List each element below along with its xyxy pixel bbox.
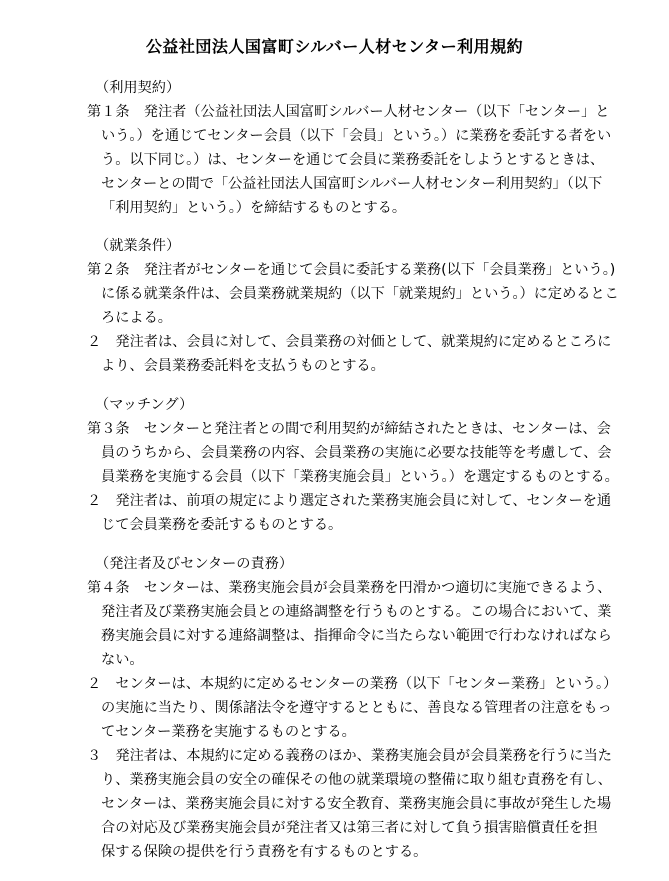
section-heading: （利用契約） — [95, 80, 181, 96]
paragraph-line: ２ 発注者は、会員に対して、会員業務の対価として、就業規約に定めるところに — [87, 334, 612, 350]
paragraph-line: り、業務実施会員の安全の確保その他の就業環境の整備に取り組む責務を有し、 — [101, 772, 612, 788]
paragraph-line: より、会員業務委託料を支払うものとする。 — [101, 358, 385, 374]
article-line: いう。）を通じてセンター会員（以下「会員」という。）に業務を委託する者をい — [101, 128, 612, 144]
section-heading: （発注者及びセンターの責務） — [95, 556, 294, 572]
paragraph-line: てセンター業務を実施するものとする。 — [101, 724, 356, 740]
article-line: う。以下同じ。）は、センターを通じて会員に業務委託をしようとするときは、 — [101, 152, 605, 168]
section-heading: （就業条件） — [95, 238, 181, 254]
section-heading: （マッチング） — [95, 397, 194, 413]
paragraph-line: 合の対応及び業務実施会員が発注者又は第三者に対して負う損害賠償責任を担 — [101, 820, 598, 836]
paragraph-line: じて会員業務を委託するものとする。 — [101, 517, 343, 533]
article-line: 員業務を実施する会員（以下「業務実施会員」という。）を選定するものとする。 — [101, 469, 619, 485]
article-line: ない。 — [101, 652, 144, 668]
article-line: 第１条 発注者（公益社団法人国富町シルバー人材センター（以下「センター」と — [87, 104, 610, 120]
paragraph-line: の実施に当たり、関係諸法令を遵守するとともに、善良なる管理者の注意をもっ — [101, 700, 612, 716]
article-line: 発注者及び業務実施会員との連絡調整を行うものとする。この場合において、業 — [101, 604, 612, 620]
article-line: 第３条 センターと発注者との間で利用契約が締結されたときは、センターは、会 — [87, 421, 611, 437]
paragraph-line: ２ センターは、本規約に定めるセンターの業務（以下「センター業務」という。） — [87, 676, 618, 692]
paragraph-line: センターは、業務実施会員に対する安全教育、業務実施会員に事故が発生した場 — [101, 796, 612, 812]
article-line: 員のうちから、会員業務の内容、会員業務の実施に必要な技能等を考慮して、会 — [101, 445, 612, 461]
article-line: 第２条 発注者がセンターを通じて会員に委託する業務(以下「会員業務」という。) — [87, 262, 616, 278]
article-line: センターとの間で「公益社団法人国富町シルバー人材センター利用契約」（以下 — [101, 176, 603, 192]
paragraph-line: ２ 発注者は、前項の規定により選定された業務実施会員に対して、センターを通 — [87, 493, 612, 509]
article-line: 「利用契約」という。）を締結するものとする。 — [101, 200, 407, 216]
article-line: ろによる。 — [101, 310, 172, 326]
article-line: 務実施会員に対する連絡調整は、指揮命令に当たらない範囲で行わなければなら — [101, 628, 612, 644]
paragraph-line: 保する保険の提供を行う責務を有するものとする。 — [101, 844, 428, 860]
document-title: 公益社団法人国富町シルバー人材センター利用規約 — [145, 37, 524, 56]
article-line: 第４条 センターは、業務実施会員が会員業務を円滑かつ適切に実施できるよう、 — [87, 580, 612, 596]
article-line: に係る就業条件は、会員業務就業規約（以下「就業規約」という。）に定めるとこ — [101, 286, 619, 302]
paragraph-line: ３ 発注者は、本規約に定める義務のほか、業務実施会員が会員業務を行うに当た — [87, 748, 612, 764]
